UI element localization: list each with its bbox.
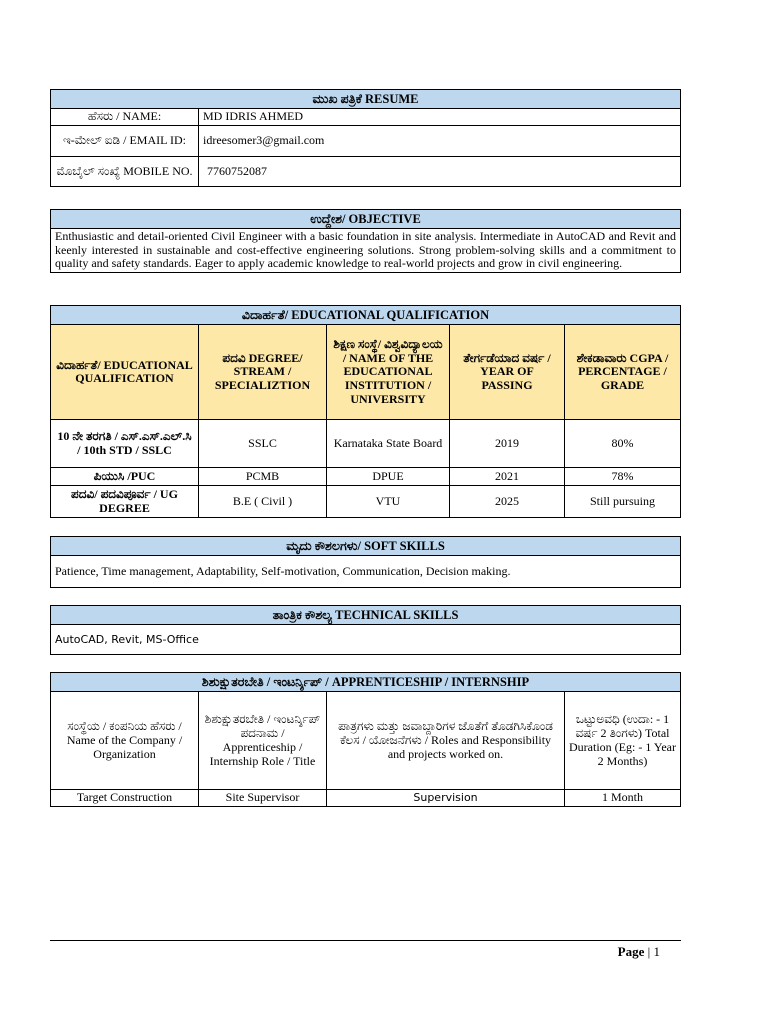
page-label: Page [617,944,645,959]
education-heading: ವಿದಾರ್ಹತೆ/ EDUCATIONAL QUALIFICATION [51,306,681,325]
intern-col-responsibilities: ಪಾತ್ರಗಳು ಮತ್ತು ಜವಾಬ್ದಾರಿಗಳ ಜೊತೆಗೆ ತೊಡಗಿಸಿಕೊಂಡ ಕೆಲಸ / ಯೋಜನೆಗಳು / Roles and Responsibility and projects worked on. [327,692,565,790]
edu-cell-year: 2025 [450,486,565,518]
edu-cell-degree: SSLC [199,420,327,468]
edu-cell-institution: VTU [327,486,450,518]
edu-cell-qualification: ಪಿಯುಸಿ /PUC [51,468,199,486]
table-row [51,420,681,468]
resume-heading: ಮುಖ ಪತ್ರಿಕೆ RESUME [51,90,681,109]
edu-cell-qualification: ಪದವಿ/ ಪದವಿಪೂರ್ವ / UG DEGREE [51,486,199,518]
internship-table [50,672,681,807]
objective-heading: ಉದ್ದೇಶ/ OBJECTIVE [51,210,681,229]
footer-divider [50,940,681,941]
soft-skills-heading: ಮೃದು ಕೌಶಲಗಳು/ SOFT SKILLS [51,537,681,556]
education-table [50,305,681,518]
edu-col-grade: ಶೇಕಡಾವಾರು CGPA / PERCENTAGE / GRADE [565,325,681,420]
table-row [51,468,681,486]
edu-cell-institution: DPUE [327,468,450,486]
objective-text: Enthusiastic and detail-oriented Civil Engineer with a basic foundation in site analysis. Intermediate in AutoCAD and Revit and keenly interested in sustainable and cost-effective engineering solutions. Strong problem-solving skills and a commitment to quality and safety standards. Eager to apply academic knowledge to real-world projects and grow in civil engineering. [51,229,681,272]
edu-cell-grade: 78% [565,468,681,486]
table-row [51,486,681,518]
edu-cell-degree: PCMB [199,468,327,486]
edu-cell-degree: B.E ( Civil ) [199,486,327,518]
intern-col-duration: ಒಟ್ಟುಅವಧಿ (ಉದಾ: - 1 ವರ್ಷ 2 ತಿಂಗಳು) Total Duration (Eg: - 1 Year 2 Months) [565,692,681,790]
soft-skills-text: Patience, Time management, Adaptability, Self-motivation, Communication, Decision making. [51,556,681,588]
objective-table [50,209,681,273]
edu-cell-grade: Still pursuing [565,486,681,518]
technical-skills-heading: ತಾಂತ್ರಿಕ ಕೌಶಲ್ಯ TECHNICAL SKILLS [51,606,681,625]
resume-table [50,89,681,187]
intern-col-company: ಸಂಸ್ಥೆಯ / ಕಂಪನಿಯ ಹೆಸರು / Name of the Company / Organization [51,692,199,790]
page-number-value: 1 [653,944,660,959]
email-label: ಇ-ಮೇಲ್ ಐಡಿ / EMAIL ID: [51,126,199,157]
page-separator: | [647,944,651,959]
mobile-label: ಮೊಬೈಲ್ ಸಂಖ್ಯೆ MOBILE NO. [51,157,199,187]
technical-skills-text: AutoCAD, Revit, MS-Office [51,625,681,655]
intern-cell-responsibilities: Supervision [327,790,565,807]
name-label: ಹೆಸರು / NAME: [51,109,199,126]
name-value: MD IDRIS AHMED [199,109,681,126]
email-value: idreesomer3@gmail.com [199,126,681,157]
intern-cell-company: Target Construction [51,790,199,807]
edu-col-qualification: ವಿದಾರ್ಹತೆ/ EDUCATIONAL QUALIFICATION [51,325,199,420]
mobile-value: 7760752087 [199,157,681,187]
table-row [51,790,681,807]
technical-skills-table [50,605,681,655]
edu-col-year: ತೇರ್ಗಡೆಯಾದ ವರ್ಷ / YEAR OF PASSING [450,325,565,420]
edu-cell-institution: Karnataka State Board [327,420,450,468]
internship-heading: ಶಿಶುಕ್ಷುತರಬೇತಿ / ಇಂಟರ್ನ್ಶಿಪ್ / APPRENTICESHIP / INTERNSHIP [51,673,681,692]
edu-cell-year: 2019 [450,420,565,468]
edu-cell-qualification: 10 ನೇ ತರಗತಿ / ಎಸ್.ಎಸ್.ಎಲ್.ಸಿ / 10th STD / SSLC [51,420,199,468]
edu-col-degree: ಪದವಿ DEGREE/ STREAM / SPECIALIZTION [199,325,327,420]
soft-skills-table [50,536,681,588]
edu-cell-year: 2021 [450,468,565,486]
edu-cell-grade: 80% [565,420,681,468]
intern-col-role: ಶಿಶುಕ್ಷುತರಬೇತಿ / ಇಂಟರ್ನ್ಶಿಪ್ ಪದನಾಮ / Apprenticeship / Internship Role / Title [199,692,327,790]
edu-col-institution: ಶಿಕ್ಷಣ ಸಂಸ್ಥೆ/ ವಿಶ್ವವಿದ್ಯಾಲಯ / NAME OF THE EDUCATIONAL INSTITUTION / UNIVERSITY [327,325,450,420]
page-number [618,944,660,960]
intern-cell-role: Site Supervisor [199,790,327,807]
intern-cell-duration: 1 Month [565,790,681,807]
